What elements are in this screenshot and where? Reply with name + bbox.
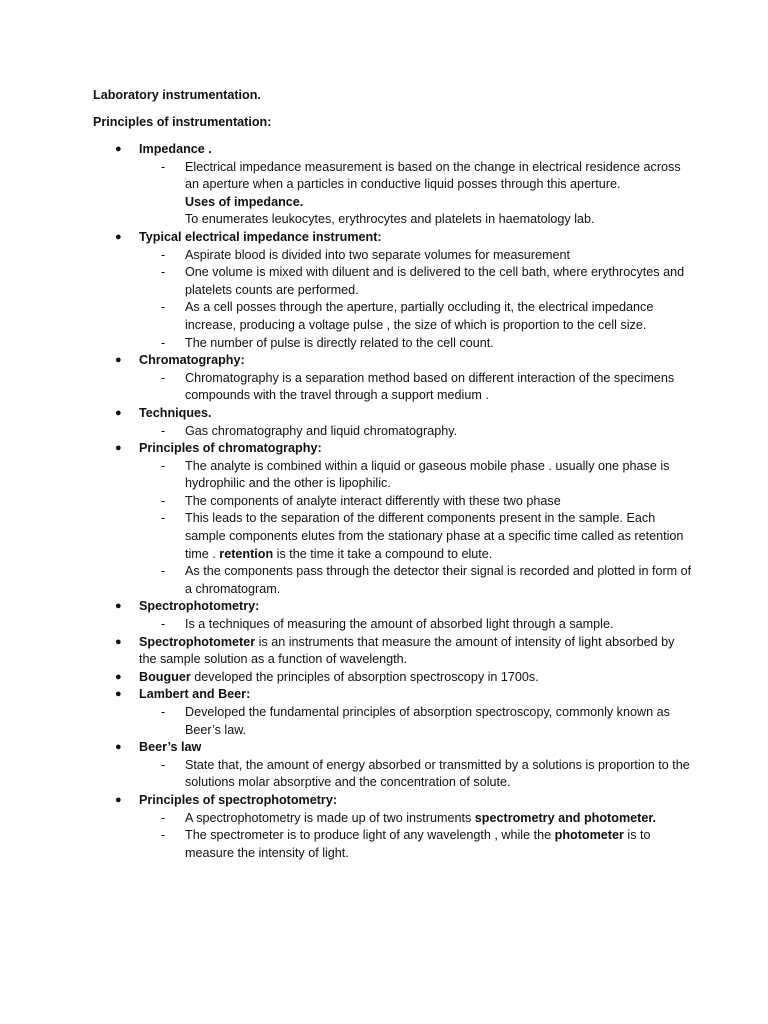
bullet-icon: ● [115, 600, 122, 613]
section-spectrophotometry [93, 598, 693, 633]
uses-text: To enumerates leukocytes, erythrocytes and platelets in haematology lab. [185, 212, 595, 227]
list-item: - Developed the fundamental principles of absorption spectroscopy, commonly known as Beer’s law. [161, 705, 670, 737]
section-heading: Typical electrical impedance instrument: [139, 229, 382, 244]
dash-icon: - [161, 423, 166, 438]
list-item: - This leads to the separation of the different components present in the sample. Each sample components elutes from the stationary phase at a specific time called as retention time . retention is the time it take a compound to elute. [161, 511, 684, 561]
bullet-icon: ● [115, 442, 122, 455]
dash-icon: - [161, 705, 166, 719]
section-principles-spectrophotometry [93, 792, 693, 862]
list-item: - As the components pass through the detector their signal is recorded and plotted in form of a chromatogram. [161, 564, 692, 596]
bullet-icon: ● [115, 670, 122, 683]
bullet-icon: ● [115, 143, 122, 155]
bullet-icon: ● [115, 793, 122, 806]
list-item: - Is a techniques of measuring the amount of absorbed light through a sample. [93, 616, 693, 634]
list-item: - Chromatography is a separation method based on different interaction of the specimens compounds with the travel through a support medium . [161, 370, 675, 403]
bullet-icon: ● [115, 230, 122, 243]
dash-icon: - [161, 511, 166, 526]
dash-icon: - [161, 828, 166, 843]
section-heading: Chromatography: [139, 353, 245, 368]
dash-icon: - [161, 370, 166, 385]
uses-heading: Uses of impedance. [185, 194, 304, 209]
document-subtitle: Principles of instrumentation: [93, 115, 272, 129]
section-impedance-instrument [93, 229, 693, 352]
list-item: - Aspirate blood is divided into two separate volumes for measurement [93, 247, 693, 265]
section-heading: Impedance . [139, 142, 212, 156]
dash-icon: - [161, 265, 166, 280]
section-principles-chromatography [93, 440, 693, 598]
list-item: - The components of analyte interact differently with these two phase [93, 493, 693, 511]
list-item: - State that, the amount of energy absorbed or transmitted by a solutions is proportion to the solutions molar absorptive and the concentration of solute. [161, 757, 690, 790]
section-heading: Techniques. [139, 405, 212, 420]
dash-icon: - [161, 458, 166, 473]
section-heading: Principles of chromatography: [139, 441, 322, 456]
list-item: - Gas chromatography and liquid chromatography. [93, 423, 693, 441]
bullet-icon: ● [115, 406, 122, 419]
section-heading: Beer’s law [139, 740, 202, 755]
dash-icon: - [161, 810, 166, 825]
section-heading: Principles of spectrophotometry: [139, 792, 338, 807]
list-item: - As a cell posses through the aperture, partially occluding it, the electrical impedance increase, producing a voltage pulse , the size of which is proportion to the cell size. [161, 300, 654, 332]
document-title: Laboratory instrumentation. [93, 88, 261, 102]
list-item: - One volume is mixed with diluent and is delivered to the cell bath, where erythrocytes and platelets counts are performed. [161, 265, 685, 297]
bullet-icon: ● [115, 354, 122, 367]
dash-icon: - [161, 335, 166, 350]
dash-icon: - [161, 617, 166, 632]
list-item: - The number of pulse is directly related to the cell count. [93, 335, 693, 353]
section-techniques [93, 405, 693, 440]
bullet-icon: ● [115, 741, 122, 754]
dash-icon: - [161, 564, 166, 579]
list-item: - The spectrometer is to produce light of any wavelength , while the photometer is to measure the intensity of light. [161, 828, 651, 860]
list-item: - A spectrophotometry is made up of two instruments spectrometry and photometer. [93, 810, 693, 828]
section-lambert-beer [93, 686, 693, 739]
dash-icon: - [161, 247, 166, 262]
principles-list [93, 141, 693, 862]
dash-icon: - [161, 757, 166, 772]
bold-term: Spectrophotometer [139, 634, 256, 649]
bullet-icon: ● [115, 635, 122, 648]
section-heading: Lambert and Beer: [139, 687, 251, 702]
section-heading: Spectrophotometry: [139, 599, 260, 614]
dash-icon: - [161, 493, 166, 508]
dash-icon: - [161, 159, 166, 174]
section-beers-law [93, 739, 693, 792]
document-body [93, 87, 693, 862]
dash-icon: - [161, 300, 166, 315]
bullet-icon: ● [115, 688, 122, 701]
list-item: - The analyte is combined within a liquid or gaseous mobile phase . usually one phase is hydrophilic and the other is lipophilic. [161, 458, 670, 491]
list-item: - Electrical impedance measurement is based on the change in electrical residence across an aperture when a particles in conductive liquid posses through this aperture. [161, 159, 681, 192]
section-chromatography [93, 352, 693, 405]
bold-term: Bouguer [139, 669, 191, 684]
section-spectrophotometer: ● Spectrophotometer is an instruments that measure the amount of intensity of light absorbed by the sample solution as a function of wavelength. [115, 634, 675, 667]
retention-term: retention [219, 546, 274, 561]
section-bouguer: ● Bouguer developed the principles of absorption spectroscopy in 1700s. [93, 669, 693, 687]
section-impedance [93, 141, 693, 229]
